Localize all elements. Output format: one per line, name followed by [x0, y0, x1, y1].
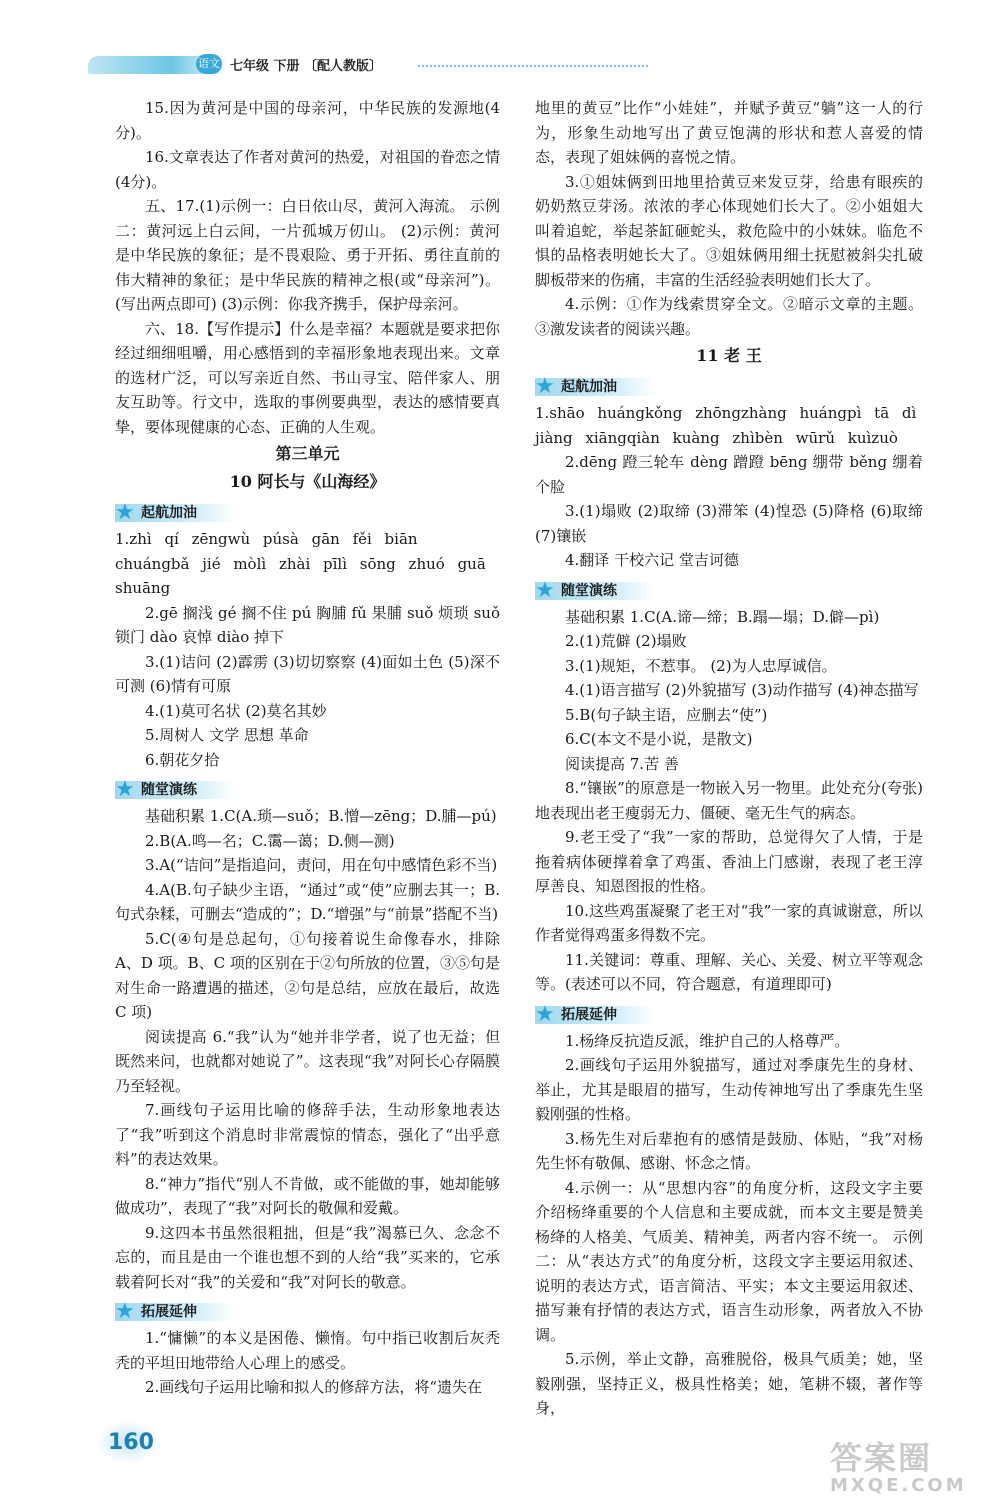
section-header [115, 778, 500, 800]
answer-item: 10.这些鸡蛋凝聚了老王对“我”一家的真诚谢意，所以作者觉得鸡蛋多得数不完。 [535, 901, 923, 944]
answer-item: 2.dēng 蹬三轮车 dèng 蹭蹬 bēng 绷带 běng 绷着个脸 [535, 453, 923, 496]
section-label: 随堂演练 [561, 582, 617, 599]
answer-item: 5.示例，举止文静，高雅脱俗，极具气质美；她，坚毅刚强，坚持正义，极具性格美；她，笔耕不辍，著作等身， [535, 1350, 923, 1417]
section-header [115, 1300, 500, 1322]
answer-item: 9.这四本书虽然很粗拙，但是“我”渴慕已久、念念不忘的，而且是由一个谁也想不到的人给“我”买来的，它承载着阿长对“我”的关爱和“我”对阿长的敬意。 [115, 1223, 500, 1291]
answer-item: 3.(1)塌败 (2)取缔 (3)滞笨 (4)惶恐 (5)降格 (6)取缔 (7)镶嵌 [535, 502, 923, 545]
pinyin-line: shuāng [115, 579, 171, 597]
page-number: 160 [108, 1430, 154, 1455]
pinyin-line: 1.zhì qí zēngwù púsà gān fěi biān [115, 530, 418, 548]
answer-item: 2.画线句子运用比喻和拟人的修辞方法，将“遗失在 [145, 1378, 482, 1396]
answer-item: 6.朝花夕拾 [145, 750, 220, 769]
answer-item: 3.杨先生对后辈抱有的感情是鼓励、体贴，“我”对杨先生怀有敬佩、感谢、怀念之情。 [535, 1129, 923, 1172]
left-column [115, 96, 500, 1400]
section-header [115, 501, 500, 523]
star-icon: ★ [115, 1299, 135, 1324]
answer-item: 基础积累 1.C(A.谛—缔；B.蹋—塌；D.僻—pì) [565, 607, 880, 626]
section-label: 起航加油 [561, 379, 617, 395]
answer-item: 6.C(本文不是小说，是散文) [565, 730, 753, 748]
answer-item: 2.(1)荒僻 (2)塌败 [565, 632, 687, 650]
answer-item: 9.老王受了“我”一家的帮助，总觉得欠了人情，于是拖着病体硬撑着拿了鸡蛋、香油上门感谢，表现了老王淳厚善良、知恩图报的性格。 [535, 828, 923, 895]
section-header [535, 579, 923, 601]
answer-item: 5.C(④句是总起句，①句接着说生命像春水，排除 A、D 项。B、C 项的区别在于②句所放的位置，③⑤句是对生命一路遭遇的描述，②句是总结，应放在最后，故选 C 项) [115, 929, 500, 1021]
section-header [535, 375, 923, 397]
answer-continued: 地里的黄豆”比作“小娃娃”，并赋予黄豆“躺”这一人的行为，形象生动地写出了黄豆饱满的形状和惹人喜爱的情态，表现了姐妹俩的喜悦之情。 [535, 99, 923, 166]
answer-item: 3.(1)规矩，不惹事。 (2)为人忠厚诚信。 [565, 656, 837, 675]
answer-17: 五、17.(1)示例一：白日依山尽，黄河入海流。 示例二：黄河远上白云间，一片孤城万仞山。 (2)示例：黄河是中华民族的象征；是不畏艰险、勇于开拓、勇往直前的伟大精神的象征；是中华民族的精神之根(或“母亲河”)。(写出两点即可) (3)示例：你我齐携手，保护母亲河。 [115, 197, 500, 313]
answer-item: 8.“神力”指代“别人不肯做，或不能做的事，她却能够做成功”，表现了“我”对阿长的敬佩和爱戴。 [115, 1174, 500, 1217]
subject-badge: 语文 [196, 54, 222, 74]
answer-item: 3.A(“诘问”是指追问，责问，用在句中感情色彩不当) [145, 856, 498, 874]
answer-item: 7.画线句子运用比喻的修辞手法，生动形象地表达了“我”听到这个消息时非常震惊的情态，强化了“出乎意料”的表达效果。 [115, 1101, 500, 1168]
section-label: 起航加油 [141, 505, 197, 521]
answer-item: 4.翻译 干校六记 堂吉诃德 [565, 551, 739, 569]
watermark-line: 答案圈 [830, 1439, 933, 1477]
pinyin-line: chuángbǎ jié mòlì zhài pīlì sōng zhuó guā [115, 554, 486, 573]
answer-item: 4.A(B.句子缺少主语，“通过”或“使”应删去其一；B.句式杂糅，可删去“造成的”；D.“增强”与“前景”搭配不当) [115, 880, 500, 923]
answer-item: 11.关键词：尊重、理解、关心、关爱、树立平等观念等。(表述可以不同，符合题意，有道理即可) [535, 950, 923, 993]
running-header [88, 52, 648, 78]
answer-16: 16.文章表达了作者对黄河的热爱，对祖国的眷恋之情(4分)。 [115, 148, 500, 191]
lesson-title: 11 老 王 [696, 346, 762, 365]
unit-title: 第三单元 [275, 444, 340, 463]
answer-item: 阅读提高 6.“我”认为“她并非学者，说了也无益；但既然来问，也就都对她说了”。这表现“我”对阿长心存隔膜乃至轻视。 [115, 1027, 500, 1095]
section-label: 拓展延伸 [561, 1006, 617, 1023]
answer-item: 5.周树人 文学 思想 革命 [145, 726, 309, 744]
answer-15: 15.因为黄河是中国的母亲河，中华民族的发源地(4分)。 [115, 99, 500, 142]
answer-item: 1.杨绛反抗造反派，维护自己的人格尊严。 [565, 1031, 850, 1050]
star-icon: ★ [115, 777, 135, 802]
answer-item: 5.B(句子缺主语，应删去“使”) [565, 705, 768, 724]
answer-item: 基础积累 1.C(A.琐—suǒ；B.憎—zēng；D.脯—pú) [145, 807, 497, 825]
lesson-title: 10 阿长与《山海经》 [229, 472, 386, 491]
answer-item: 4.(1)语言描写 (2)外貌描写 (3)动作描写 (4)神态描写 [565, 681, 919, 699]
section-label: 随堂演练 [141, 782, 197, 798]
section-header [535, 1003, 923, 1025]
right-column [535, 96, 923, 1421]
answer-item: 2.画线句子运用外貌描写，通过对季康先生的身材、举止，尤其是眼眉的描写，生动传神地写出了季康先生坚毅刚强的性格。 [535, 1056, 923, 1123]
answer-item: 4.(1)莫可名状 (2)莫名其妙 [145, 701, 327, 720]
star-icon: ★ [535, 577, 555, 603]
star-icon: ★ [535, 374, 555, 399]
star-icon: ★ [115, 500, 135, 525]
answer-item: 4.示例一：从“思想内容”的角度分析，这段文字主要介绍杨绛重要的个人信息和主要成就，而本文主要是赞美杨绛的人格美、气质美、精神美，两者内容不统一。 示例二：从“表达方式”的角度分析，这段文字主要运用叙述、说明的表达方式，语言简洁、平实；本文主要运用叙述、描写兼有抒情的表达方式，语言生动形象，两者放入不协调。 [535, 1178, 923, 1344]
header-dotted-line [418, 65, 648, 67]
answer-item: 3.①姐妹俩到田地里拾黄豆来发豆芽，给患有眼疾的奶奶熬豆芽汤。浓浓的孝心体现她们长大了。②小姐姐大叫着追蛇，举起茶缸砸蛇头，救危险中的小妹妹。临危不惧的品格表明她长大了。③姐妹俩用细土抚慰被斜尖扎破脚板带来的伤痛，丰富的生活经验表明她们长大了。 [535, 172, 923, 289]
answer-item: 8.“镶嵌”的原意是一物嵌入另一物里。此处充分(夸张)地表现出老王瘦弱无力、僵硬、毫无生气的病态。 [535, 779, 923, 822]
star-icon: ★ [535, 1001, 555, 1027]
answer-item: 3.(1)诘问 (2)霹雳 (3)切切察察 (4)面如土色 (5)深不可测 (6)情有可原 [115, 652, 500, 695]
watermark-logo [830, 1440, 980, 1500]
answer-item: 4.示例：①作为线索贯穿全文。②暗示文章的主题。③激发读者的阅读兴趣。 [535, 295, 923, 338]
watermark-line: MXQE.COM [830, 1475, 967, 1496]
answer-item: 阅读提高 7.苦 善 [565, 754, 679, 773]
section-label: 拓展延伸 [141, 1304, 197, 1320]
answer-item: 2.gē 搁浅 gé 搁不住 pú 胸脯 fǔ 果脯 suǒ 烦琐 suǒ 锁门 dào 哀悼 diào 掉下 [115, 603, 500, 646]
answer-item: 2.B(A.鸣—名；C.霭—蔼；D.侧—测) [145, 831, 395, 850]
answer-item: 1.“慵懒”的本义是困倦、懒惰。句中指已收割后灰秃秃的平坦田地带给人心理上的感受。 [115, 1329, 500, 1372]
pinyin-line: 1.shāo huángkǒng zhōngzhàng huángpì tā dì [535, 404, 917, 422]
answer-18: 六、18.【写作提示】什么是幸福？本题就是要求把你经过细细咀嚼，用心感悟到的幸福形象地表现出来。文章的选材广泛，可以写亲近自然、书山寻宝、陪伴家人、朋友互助等。行文中，选取的事例要典型，表达的感情要真挚，要体现健康的心态、正确的人生观。 [115, 319, 500, 436]
header-meta: 七年级 下册 〔配人教版〕 [230, 59, 383, 74]
pinyin-line: jiàng xiāngqiàn kuàng zhìbèn wūrǔ kuìzuò [535, 428, 898, 447]
